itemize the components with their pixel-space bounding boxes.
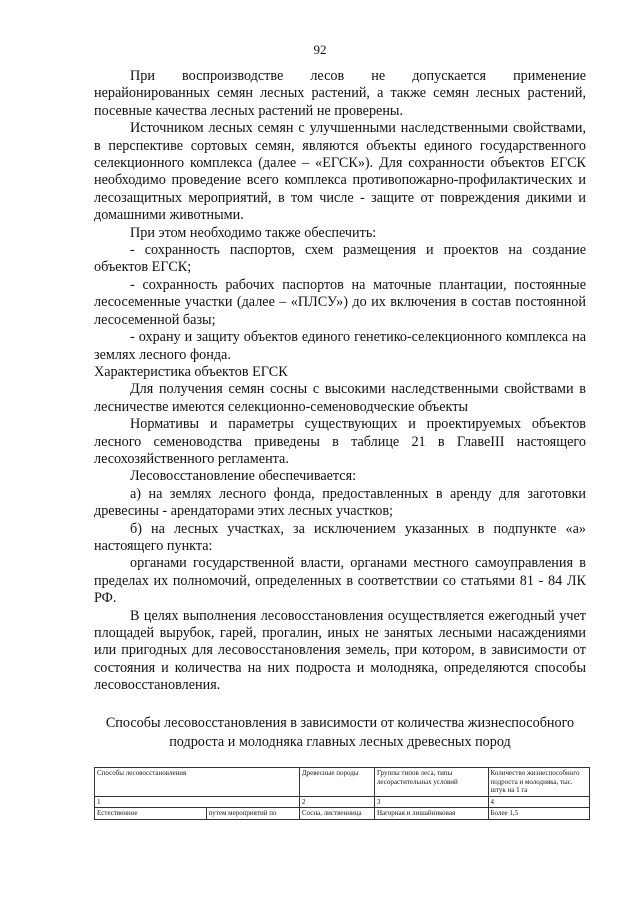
column-number: 3 [374, 796, 488, 808]
list-item: - сохранность паспортов, схем размещения и проектов на создание объектов ЕГСК; [94, 242, 586, 276]
table-cell: Нагорная и лишайниковая [374, 808, 488, 820]
paragraph: В целях выполнения лесовосстановления осуществляется ежегодный учет площадей вырубок, гарей, прогалин, иных не занятых лесными насаждениями или пригодных для лесовосстановления земель, при котором, в зависимости от состояния и количества на них подроста и молодняка, определяются способы лесовосстановления. [94, 607, 586, 694]
list-item: - сохранность рабочих паспортов на маточные плантации, постоянные лесосеменные участки (далее – «ПЛСУ») до их включения в состав постоянной лесосеменной базы; [94, 276, 586, 328]
column-number: 2 [299, 796, 374, 808]
section-heading: Характеристика объектов ЕГСК [94, 363, 288, 380]
table-cell: Более 1,5 [488, 808, 589, 820]
paragraph: органами государственной власти, органами местного самоуправления в пределах их полномочий, определенных в соответствии со статьями 81 - 84 ЛК РФ. [94, 555, 586, 607]
page-number: 92 [313, 42, 327, 57]
paragraph: При воспроизводстве лесов не допускается применение нерайонированных семян лесных растений, а также семян лесных растений, посевные качества лесных растений не проверены. [94, 68, 586, 119]
header-cell: Группы типов леса, типы лесорастительных условий [374, 768, 488, 797]
header-cell: Способы лесовосстановления [95, 768, 300, 797]
column-number: 4 [488, 796, 589, 808]
table-cell: путем мероприятий по [206, 808, 299, 820]
header-cell: Количество жизнеспособного подроста и молодняка, тыс. штук на 1 га [488, 768, 589, 797]
table-header-row [95, 768, 590, 797]
column-number: 1 [95, 796, 300, 808]
list-item: - охрану и защиту объектов единого генетико-селекционного комплекса на землях лесного фонда. [94, 329, 586, 363]
paragraph: При этом необходимо также обеспечить: [130, 224, 377, 241]
table-cell: Сосна, лиственница [299, 808, 374, 820]
table-cell: Естественное [95, 808, 207, 820]
table-number-row [95, 796, 590, 808]
paragraph: Нормативы и параметры существующих и проектируемых объектов лесного семеноводства приведены в таблице 21 в ГлавеIII настоящего лесохозяйственного регламента. [94, 416, 586, 467]
list-item: б) на лесных участках, за исключением указанных в подпункте «а» настоящего пункта: [94, 520, 586, 554]
paragraph: Источником лесных семян с улучшенными наследственными свойствами, в перспективе сортовых семян, являются объекты единого государственного селекционного комплекса (далее – «ЕГСК»). Для сохранности объектов ЕГСК необходимо проведение всего комплекса противопожарно-профилактических и лесозащитных мероприятий, в том числе - защите от повреждения дикими и домашними животными. [94, 120, 586, 224]
table-title-line: Способы лесовосстановления в зависимости от количества жизнеспособного [105, 715, 575, 731]
header-cell: Древесные породы [299, 768, 374, 797]
paragraph: Лесовосстановление обеспечивается: [130, 468, 357, 485]
list-item: а) на землях лесного фонда, предоставленных в аренду для заготовки древесины - арендаторами этих лесных участков; [94, 485, 586, 520]
table-row [95, 808, 590, 820]
paragraph: Для получения семян сосны с высокими наследственными свойствами в лесничестве имеются селекционно-семеноводческие объекты [94, 381, 586, 415]
table-title-line: подроста и молодняка главных лесных древесных пород [169, 734, 511, 750]
reforestation-table [94, 767, 590, 820]
table-title [80, 714, 600, 752]
body-text [94, 68, 586, 695]
